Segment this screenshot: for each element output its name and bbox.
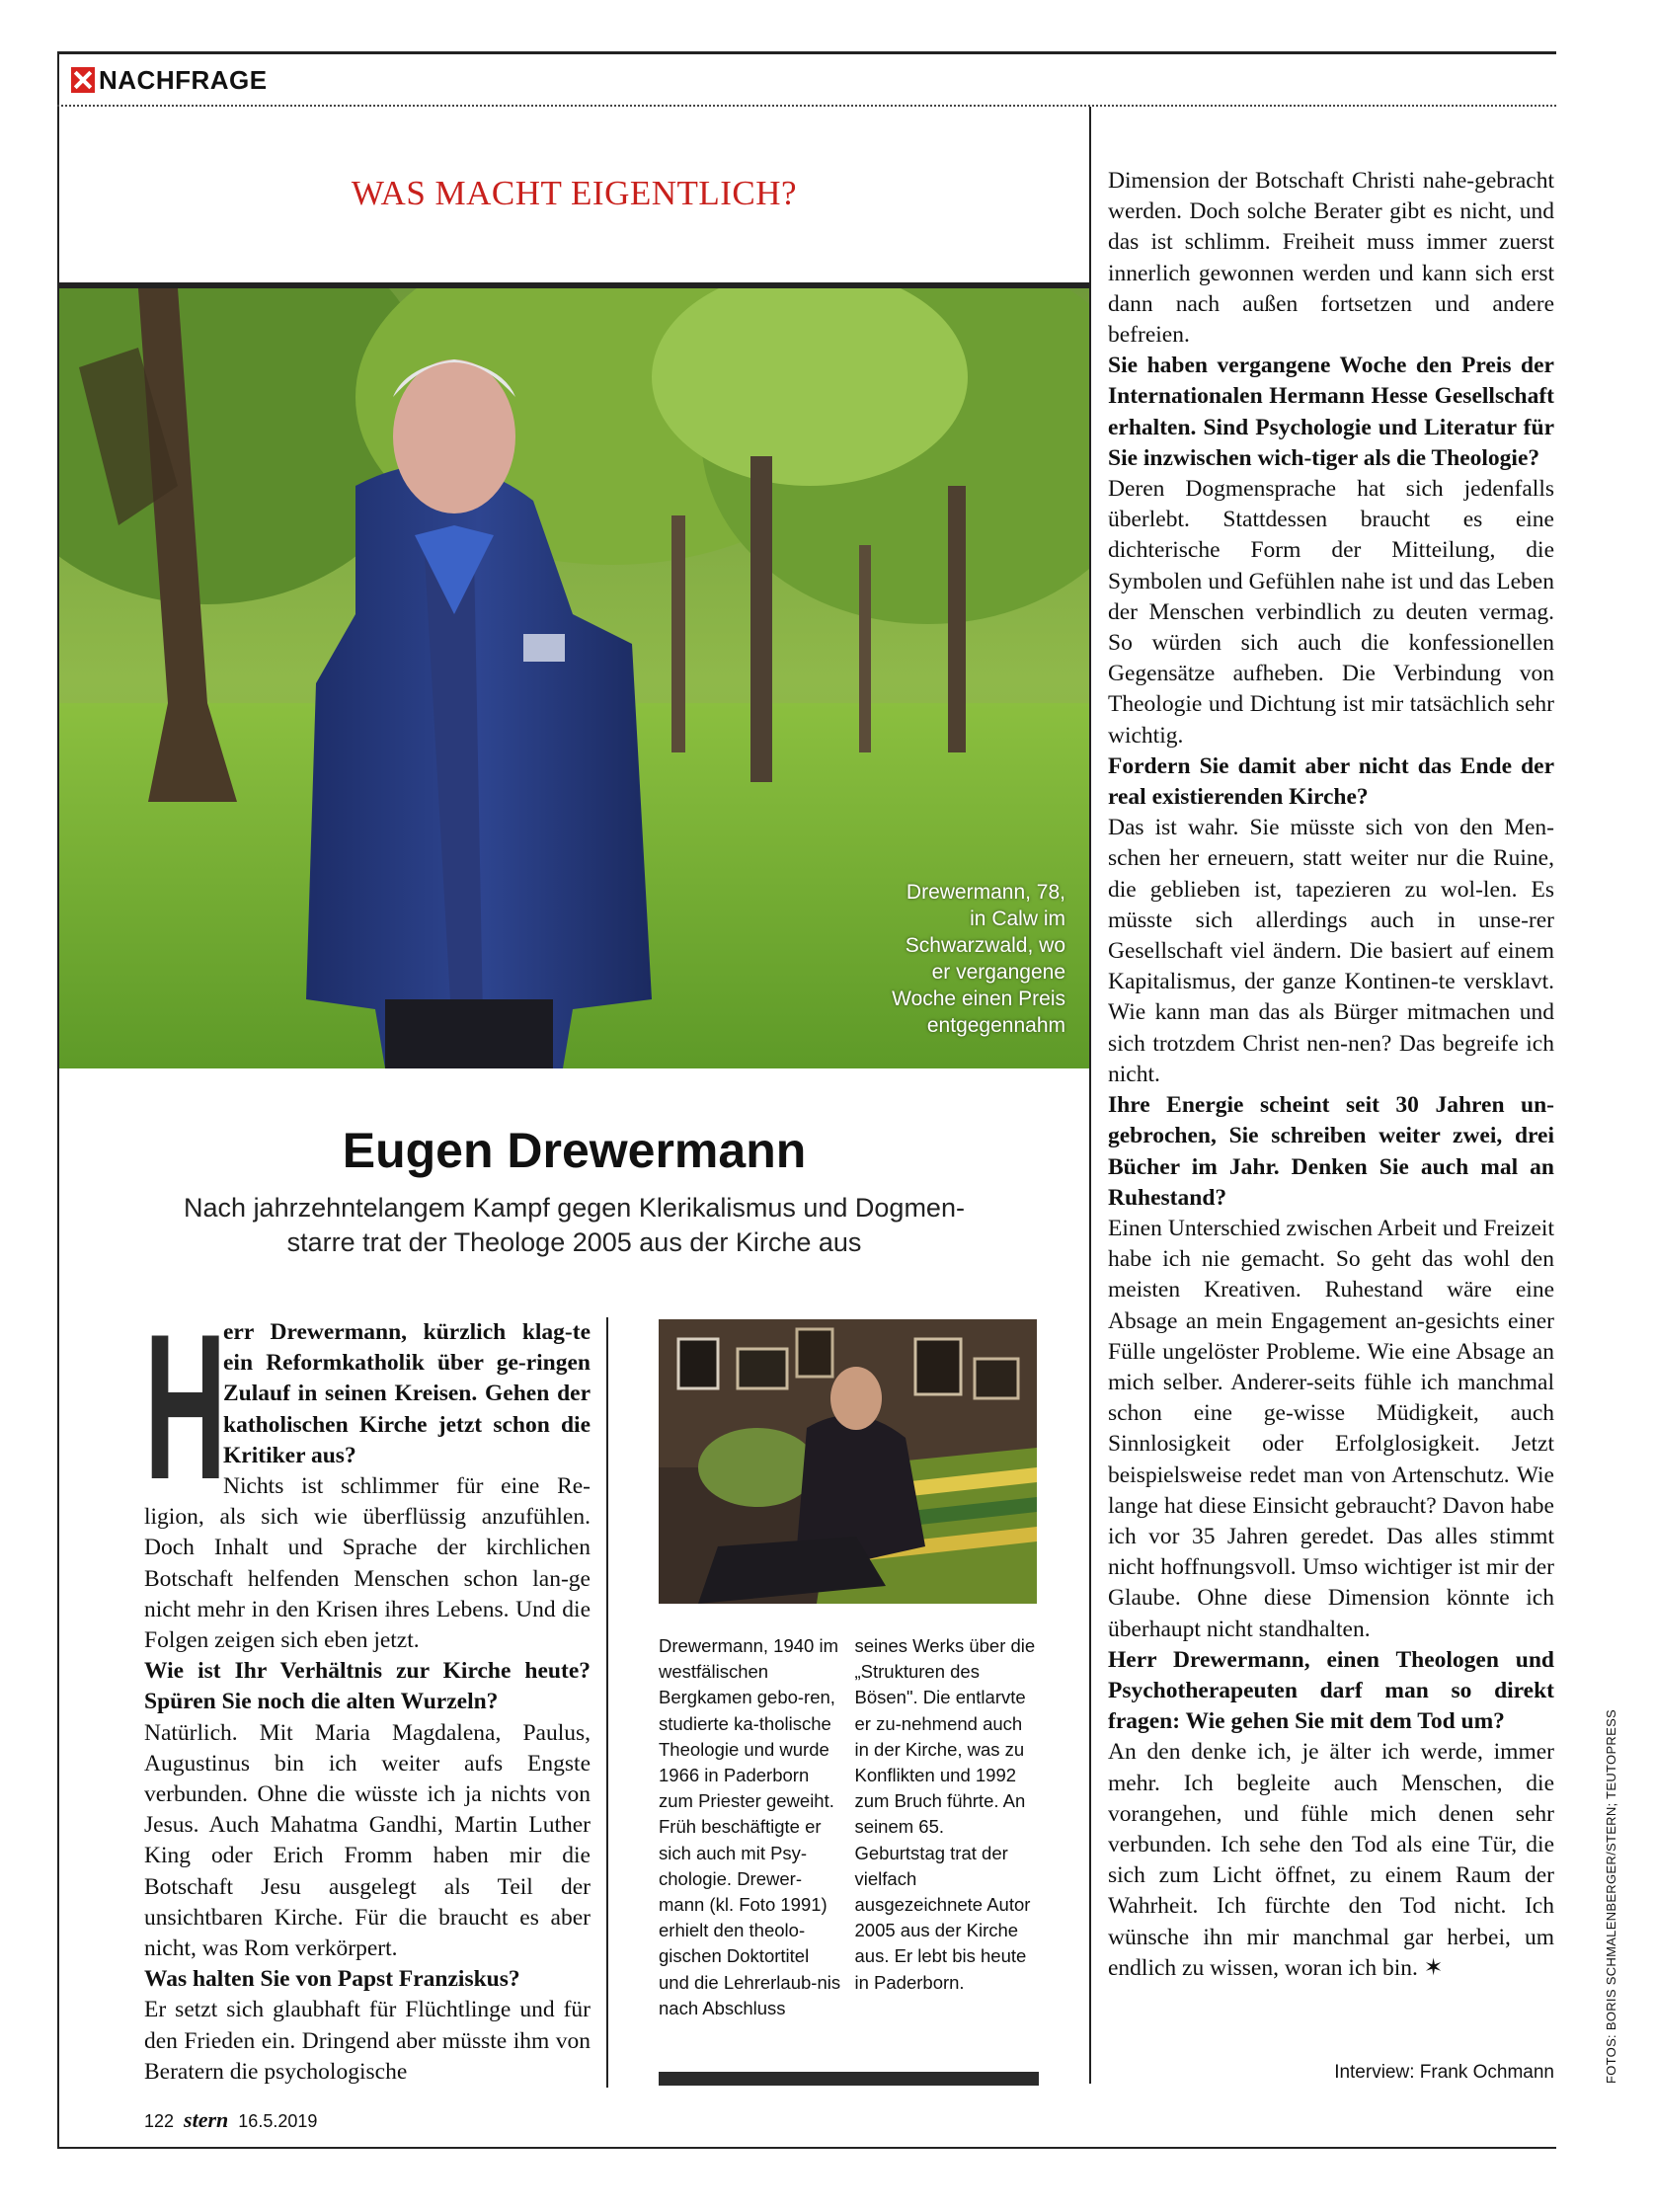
question: Was halten Sie von Papst Franziskus?: [144, 1966, 520, 1993]
inset-photo-image: [659, 1319, 1037, 1604]
hero-caption-line: Schwarzwald, wo: [905, 934, 1065, 957]
answer-text: An den denke ich, je älter ich werde, immer mehr. Ich begleite auch Menschen, die vorangehen, und fühle mich denen sehr verbunden. Ich sehe den Tod als eine Tür, die sich zum Licht öffnet, zu einem Raum der Wahrheit. Ich fürchte den Tod nicht. Ich wünsche ihn mir manchmal gar herbei, um endlich zu wissen, woran ich bin.: [1108, 1739, 1554, 1981]
photo-credit: [1604, 1708, 1623, 2084]
answer: Dimension der Botschaft Christi nahe-gebracht werden. Doch solche Berater gibt es nicht, und das ist schlimm. Freiheit muss immer zuerst innerlich gewonnen werden und kann sich erst dann nach außen fortsetzen und andere befreien.: [1108, 168, 1554, 349]
photo-credit-text: FOTOS: BORIS SCHMALENBERGER/STERN; TEUTOPRESS: [1604, 1708, 1618, 2084]
hero-caption-line: in Calw im: [970, 908, 1065, 930]
hero-caption: [828, 879, 1065, 1039]
deck: [118, 1191, 1030, 1260]
hero-caption-line: entgegennahm: [926, 1014, 1065, 1037]
answer: Er setzt sich glaubhaft für Flüchtlinge und für den Frieden ein. Dringend aber müsste ihm von Beratern die psychologische: [144, 1997, 591, 2085]
top-rule: [57, 51, 1556, 54]
stern-logo-icon: [71, 67, 95, 93]
answer: Einen Unterschied zwischen Arbeit und Freizeit habe ich nie gemacht. So geht das wohl den meisten Kreativen. Ruhestand wäre eine Absage an mein Engagement an-gesichts einer Fülle ungelöster Probleme. Wie eine Absage an mich selber. Anderer-seits fühle ich manchmal schon eine ge-wisse Müdigkeit, auch Sinnlosigkeit oder Erfolglosigkeit. Jetzt beispielsweise redet man von Artenschutz. Wie lange hat diese Einsicht gebraucht? Davon habe ich vor 35 Jahren geredet. Das alles stimmt nicht hoffnungsvoll. Umso wichtiger ist mir der Glaube. Ohne diese Dimension könnte ich überhaupt nicht standhalten.: [1108, 1215, 1554, 1642]
inset-caption-col: seines Werks über die „Strukturen des Bösen". Die entlarvte er zu-nehmend auch in der Kirche, was zu Konflikten und 1992 zum Bruch führte. An seinem 65. Geburtstag trat der vielfach ausgezeichnete Autor 2005 aus der Kirche aus. Er lebt bis heute in Paderborn.: [854, 1635, 1036, 1993]
issue-date: 16.5.2019: [238, 2111, 318, 2131]
question: Sie haben vergangene Woche den Preis der Internationalen Hermann Hesse Gesellschaft erhalten. Sind Psychologie und Literatur für Sie inzwischen wich-tiger als die Theologie?: [1108, 353, 1554, 471]
deck-line: Nach jahrzehntelangem Kampf gegen Klerikalismus und Dogmen-: [184, 1193, 965, 1223]
question: Ihre Energie scheint seit 30 Jahren un-gebrochen, Sie schreiben weiter zwei, drei Bücher im Jahr. Denken Sie auch mal an Ruhestand?: [1108, 1092, 1554, 1211]
deck-line: starre trat der Theologe 2005 aus der Kirche aus: [286, 1227, 862, 1257]
inset-bar: [659, 2072, 1039, 2086]
inset-photo: [659, 1319, 1037, 1604]
answer: Deren Dogmensprache hat sich jedenfalls überlebt. Stattdessen braucht es eine dichterische Form der Mitteilung, die Symbolen und Gefühlen nahe ist und das Leben der Menschen verbindlich zu deuten vermag. So würden sich auch die konfessionellen Gegensätze aufheben. Die Verbindung von Theologie und Dichtung ist mir tatsächlich sehr wichtig.: [1108, 476, 1554, 749]
end-mark-icon: ✶: [1423, 1954, 1444, 1981]
left-column-rule: [606, 1317, 608, 2088]
inset-caption-col: Drewermann, 1940 im westfälischen Bergkamen gebo-ren, studierte ka-tholische Theologie und wurde 1966 in Paderborn zum Priester geweiht. Früh beschäftigte er sich auch mit Psy-chologie. Drewer-mann (kl. Foto 1991) erhielt den theolo-gischen Doktortitel und die Lehrerlaub-nis nach Abschluss: [659, 1635, 841, 2018]
answer: Das ist wahr. Sie müsste sich von den Men-schen her erneuern, statt weiter nur die Ruine, die geblieben ist, tapezieren zu wol-len. Es müsste sich allerdings auch in unse-rer Gesellschaft viel ändern. Die basiert auf einem Kapitalismus, der ganze Kontinen-te versklavt. Wie kann man das als Bürger mitmachen und sich trotzdem Christ nen-nen? Das begreife ich nicht.: [1108, 815, 1554, 1087]
hero-caption-line: Drewermann, 78,: [906, 881, 1065, 904]
right-column: [1108, 166, 1554, 2072]
answer: [1108, 1737, 1554, 1984]
question: Herr Drewermann, einen Theologen und Psychotherapeuten darf man so direkt fragen: Wie gehen Sie mit dem Tod um?: [1108, 1646, 1554, 1735]
section-label: NACHFRAGE: [99, 64, 268, 95]
left-column: [144, 1317, 591, 2088]
hero-caption-line: Woche einen Preis: [892, 988, 1065, 1010]
byline: Interview: Frank Ochmann: [1334, 2062, 1554, 2083]
folio: [144, 2107, 317, 2133]
answer: Nichts ist schlimmer für eine Re-ligion, als sich wie überflüssig anzufühlen. Doch Inhalt und Sprache der kirchlichen Botschaft helfenden Menschen schon lan-ge nicht mehr in den Krisen ihres Lebens. Und die Folgen zeigen sich eben jetzt.: [144, 1473, 591, 1654]
hero-caption-line: er vergangene: [931, 961, 1065, 984]
page-number: 122: [144, 2111, 175, 2131]
dropcap: H: [144, 1317, 227, 1523]
headline: Eugen Drewermann: [342, 1123, 807, 1178]
section-header: [71, 65, 268, 95]
inset-caption: [659, 1633, 1039, 2021]
question: Fordern Sie damit aber nicht das Ende der real existierenden Kirche?: [1108, 752, 1554, 811]
magazine-name: stern: [184, 2107, 229, 2132]
question: Wie ist Ihr Verhältnis zur Kirche heute? Spüren Sie noch die alten Wurzeln?: [144, 1658, 591, 1715]
kicker: WAS MACHT EIGENTLICH?: [351, 174, 798, 212]
column-divider: [1089, 107, 1091, 2084]
dotted-divider: [57, 105, 1556, 107]
question: err Drewermann, kürzlich klag-te ein Reformkatholik über ge-ringen Zulauf in seinen Kreisen. Gehen der katholischen Kirche jetzt schon die Kritiker aus?: [223, 1319, 591, 1468]
bottom-rule: [57, 2147, 1556, 2149]
hero-photo: [59, 288, 1089, 1068]
answer: Natürlich. Mit Maria Magdalena, Paulus, Augustinus bin ich weiter aufs Engste verbunden. Ohne die wüsste ich ja nichts von Jesus. Auch Mahatma Gandhi, Martin Luther King oder Erich Fromm haben mir die Botschaft Jesu ausgelegt als Teil der unsichtbaren Kirche. Für die braucht es aber nicht, was Rom verkörpert.: [144, 1719, 591, 1962]
